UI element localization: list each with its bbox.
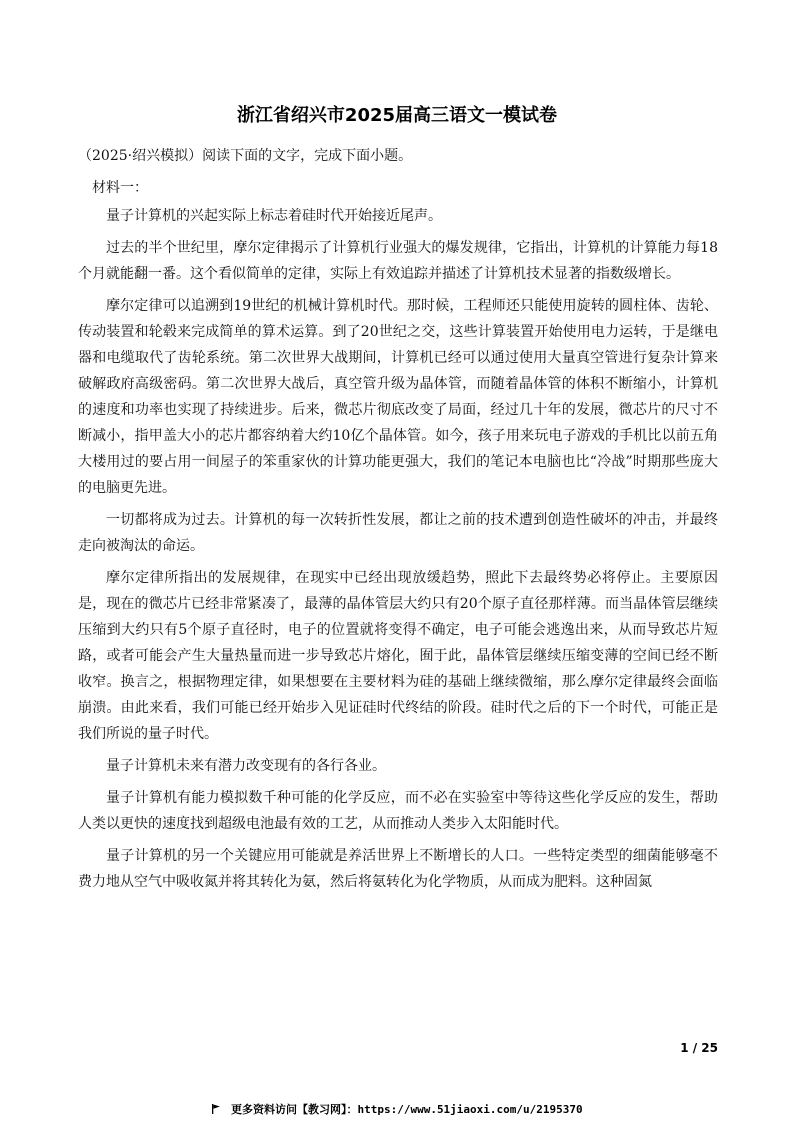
page-number: 1 / 25 [680,1041,718,1055]
paragraph: 量子计算机的兴起实际上标志着硅时代开始接近尾声。 [106,208,442,224]
question-intro: （2025·绍兴模拟）阅读下面的文字，完成下面小题。 [78,148,413,164]
article-body [78,203,718,901]
footer-promo [0,1103,794,1117]
footer-link[interactable]: 更多资料访问【教习网】：https://www.51jiaoxi.com/u/2195370 [230,1103,583,1116]
page-title: 浙江省绍兴市2025届高三语文一模试卷 [236,105,558,126]
paragraph: 量子计算机未来有潜力改变现有的各行各业。 [106,758,386,774]
paragraph: 量子计算机的另一个关键应用可能就是养活世界上不断增长的人口。一些特定类型的细菌能够毫不费力地从空气中吸收氮并将其转化为氨，然后将氨转化为化学物质，从而成为肥料。这种固氮 [78,848,718,890]
material-label: 材料一： [92,180,148,196]
paragraph: 量子计算机有能力模拟数千种可能的化学反应，而不必在实验室中等待这些化学反应的发生，帮助人类以更快的速度找到超级电池最有效的工艺，从而推动人类步入太阳能时代。 [78,790,718,832]
flag-icon [211,1104,221,1114]
paragraph: 过去的半个世纪里，摩尔定律揭示了计算机行业强大的爆发规律，它指出，计算机的计算能力每18个月就能翻一番。这个看似简单的定律，实际上有效追踪并描述了计算机技术显著的指数级增长。 [78,240,718,282]
paragraph: 摩尔定律所指出的发展规律，在现实中已经出现放缓趋势，照此下去最终势必将停止。主要原因是，现在的微芯片已经非常紧凑了，最薄的晶体管层大约只有20个原子直径那样薄。而当晶体管层继续压缩到大约只有5个原子直径时，电子的位置就将变得不确定，电子可能会逃逸出来，从而导致芯片短路，或者可能会产生大量热量而进一步导致芯片熔化，囿于此，晶体管层继续压缩变薄的空间已经不断收窄。换言之，根据物理定律，如果想要在主要材料为硅的基础上继续微缩，那么摩尔定律最终会面临崩溃。由此来看，我们可能已经开始步入见证硅时代终结的阶段。硅时代之后的下一个时代，可能正是我们所说的量子时代。 [78,570,718,742]
paragraph: 一切都将成为过去。计算机的每一次转折性发展，都让之前的技术遭到创造性破坏的冲击，并最终走向被淘汰的命运。 [78,512,718,554]
paragraph: 摩尔定律可以追溯到19世纪的机械计算机时代。那时候，工程师还只能使用旋转的圆柱体、齿轮、传动装置和轮毂来完成简单的算术运算。到了20世纪之交，这些计算装置开始使用电力运转，于是继电器和电缆取代了齿轮系统。第二次世界大战期间，计算机已经可以通过使用大量真空管进行复杂计算来破解政府高级密码。第二次世界大战后，真空管升级为晶体管，而随着晶体管的体积不断缩小，计算机的速度和功率也实现了持续进步。后来，微芯片彻底改变了局面，经过几十年的发展，微芯片的尺寸不断减小，指甲盖大小的芯片都容纳着大约10亿个晶体管。如今，孩子用来玩电子游戏的手机比以前五角大楼用过的要占用一间屋子的笨重家伙的计算功能更强大，我们的笔记本电脑也比“冷战”时期那些庞大的电脑更先进。 [78,298,718,496]
